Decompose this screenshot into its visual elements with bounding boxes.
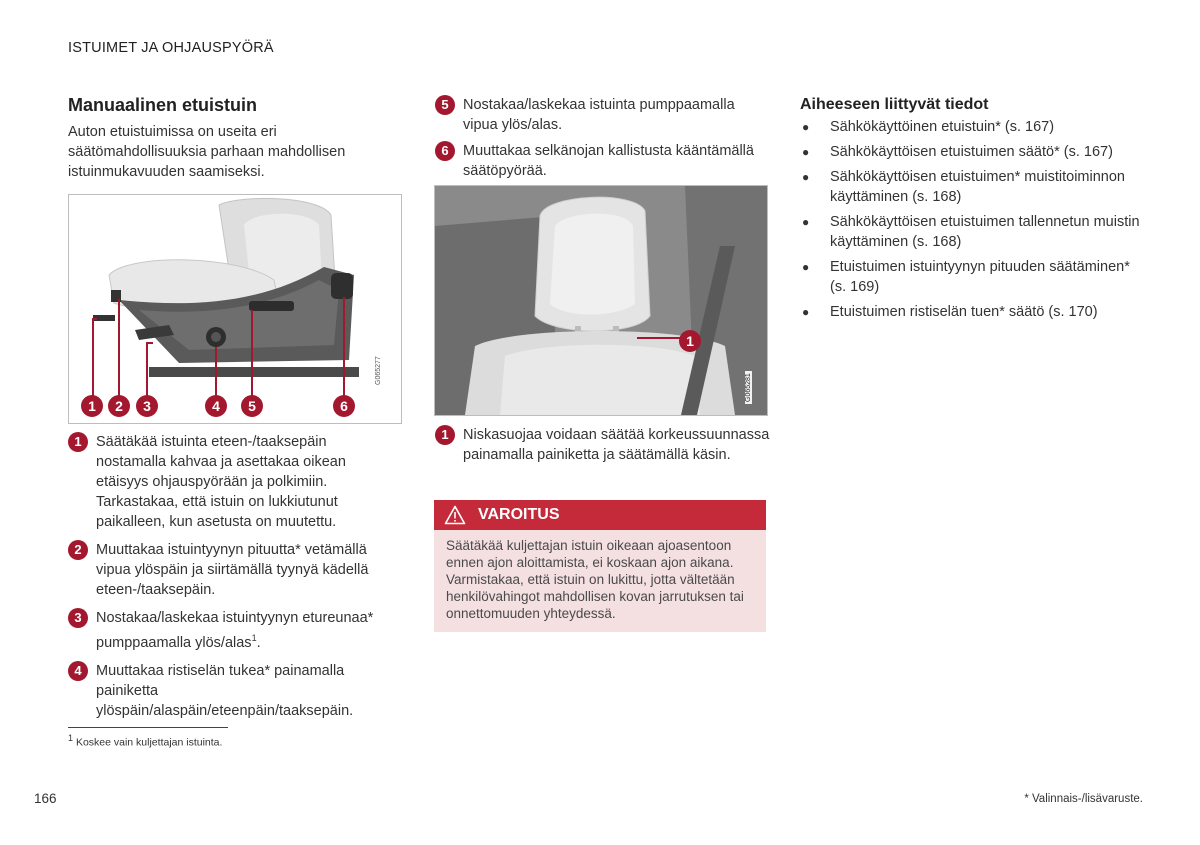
figure1-callout-2: 2 (108, 395, 130, 417)
related-item-text[interactable]: Etuistuimen istuintyynyn pituuden säätäminen* (s. 169) (830, 259, 1130, 295)
footnote-text: Koskee vain kuljettajan istuinta. (75, 736, 223, 749)
step-3-text: Nostakaa/laskekaa istuintyynyn etureunaa* pumppaamalla ylös/alas (96, 610, 374, 651)
related-item[interactable] (800, 302, 1140, 322)
footnote-mark: 1 (68, 733, 74, 743)
step-headrest (435, 425, 770, 465)
headrest-illustration (435, 186, 767, 415)
footnote-ref: 1 (251, 633, 257, 643)
step-text: Säätäkää istuinta eteen-/taaksepäin nostamalla kahvaa ja asettakaa oikean etäisyys ohjauspyörään ja polkimiin. Tarkastakaa, että istuin on lukkiutunut paikalleen, kun asetusta on muutettu. (96, 434, 346, 530)
step-badge: 1 (435, 425, 455, 445)
related-item-text[interactable]: Sähkökäyttöisen etuistuimen säätö* (s. 167) (830, 144, 1113, 160)
related-item[interactable] (800, 257, 1140, 297)
footnote-divider (68, 727, 228, 728)
step-1 (68, 432, 398, 532)
step-6 (435, 141, 770, 181)
bullet-icon: ● (802, 305, 810, 319)
step-badge: 4 (68, 661, 88, 681)
related-info-list (800, 117, 1140, 327)
intro-paragraph: Auton etuistuimissa on useita eri säätömahdollisuuksia parhaan mahdollisen istuinmukavuuden saamiseksi. (68, 124, 346, 180)
seat-illustration (69, 195, 401, 423)
headrest-figure (434, 185, 768, 416)
related-info-title: Aiheeseen liittyvät tiedot (800, 96, 989, 113)
step-text (96, 608, 398, 653)
figure1-callout-6: 6 (333, 395, 355, 417)
step-text: Muuttakaa selkänojan kallistusta kääntämällä säätöpyörää. (463, 143, 754, 179)
related-item-text[interactable]: Sähkökäyttöinen etuistuin* (s. 167) (830, 119, 1055, 135)
bullet-icon: ● (802, 120, 810, 134)
step-text: Nostakaa/laskekaa istuinta pumppaamalla vipua ylös/alas. (463, 97, 735, 133)
warning-triangle-icon (444, 505, 466, 525)
page-title: Manuaalinen etuistuin (68, 95, 258, 115)
step-badge: 5 (435, 95, 455, 115)
related-item-text[interactable]: Sähkökäyttöisen etuistuimen* muistitoiminnon käyttäminen (s. 168) (830, 169, 1125, 205)
warning-header (434, 500, 766, 530)
figure1-callout-4: 4 (205, 395, 227, 417)
step-badge: 2 (68, 540, 88, 560)
step-badge: 6 (435, 141, 455, 161)
steps-list-col2 (435, 95, 770, 187)
related-item-text[interactable]: Etuistuimen ristiselän tuen* säätö (s. 170) (830, 304, 1098, 320)
bullet-icon: ● (802, 260, 810, 274)
page-number: 166 (34, 791, 57, 806)
step-5 (435, 95, 770, 135)
figure1-code: G065277 (375, 356, 382, 385)
seat-figure (68, 194, 402, 424)
headrest-step (435, 425, 770, 465)
figure2-code: G065281 (745, 373, 752, 402)
figure1-callout-1: 1 (81, 395, 103, 417)
bullet-icon: ● (802, 145, 810, 159)
optional-equipment-note: * Valinnais-/lisävaruste. (1024, 793, 1143, 805)
step-badge: 3 (68, 608, 88, 628)
related-item-text[interactable]: Sähkökäyttöisen etuistuimen tallennetun muistin käyttäminen (s. 168) (830, 214, 1140, 250)
related-item[interactable] (800, 212, 1140, 252)
warning-box (434, 500, 766, 632)
step-3-period: . (256, 634, 261, 651)
footnote (68, 733, 222, 749)
section-header: ISTUIMET JA OHJAUSPYÖRÄ (68, 40, 274, 56)
step-4 (68, 661, 398, 721)
steps-list-col1 (68, 432, 398, 729)
figure1-callout-3: 3 (136, 395, 158, 417)
warning-text: Säätäkää kuljettajan istuin oikeaan ajoasentoon ennen ajon aloittamista, ei koskaan ajon aikana. Varmistakaa, että istuin on lukittu, jotta vältetään henkilövahingot mahdollisen kovan jarrutuksen tai onnettomuuden yhteydessä. (434, 530, 766, 632)
related-item[interactable] (800, 142, 1140, 162)
warning-title: VAROITUS (478, 506, 560, 523)
figure2-callout-1: 1 (679, 330, 701, 352)
step-text: Niskasuojaa voidaan säätää korkeussuunnassa painamalla painiketta ja säätämällä käsin. (463, 427, 770, 463)
step-badge: 1 (68, 432, 88, 452)
related-item[interactable] (800, 167, 1140, 207)
step-3 (68, 608, 398, 653)
step-2 (68, 540, 398, 600)
step-text: Muuttakaa istuintyynyn pituutta* vetämällä vipua ylöspäin ja siirtämällä tyynyä kädellä eteen-/taaksepäin. (96, 542, 369, 598)
figure1-callout-5: 5 (241, 395, 263, 417)
bullet-icon: ● (802, 170, 810, 184)
related-item[interactable] (800, 117, 1140, 137)
bullet-icon: ● (802, 215, 810, 229)
step-text: Muuttakaa ristiselän tukea* painamalla painiketta ylöspäin/alaspäin/eteenpäin/taaksepäin. (96, 662, 354, 719)
